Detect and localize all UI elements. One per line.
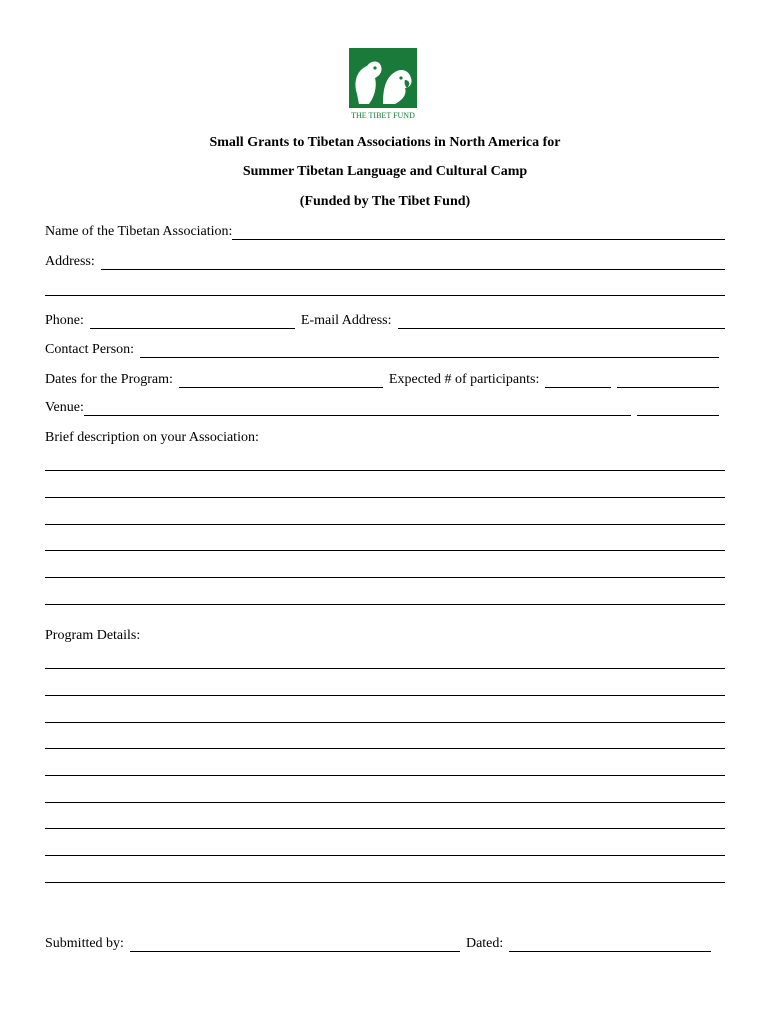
phone-email-row — [45, 311, 725, 329]
venue-field[interactable] — [84, 401, 631, 416]
email-field[interactable] — [398, 314, 726, 329]
logo-text: THE TIBET FUND — [351, 111, 415, 120]
description-line[interactable] — [45, 470, 725, 471]
association-row — [45, 222, 725, 240]
venue-extra-field[interactable] — [637, 401, 719, 416]
description-line[interactable] — [45, 550, 725, 551]
header-line-1: Small Grants to Tibetan Associations in North America for — [209, 135, 561, 150]
program-line[interactable] — [45, 802, 725, 803]
description-line[interactable] — [45, 604, 725, 605]
address-field[interactable] — [101, 255, 725, 270]
dates-row — [45, 370, 719, 388]
venue-row — [45, 398, 719, 416]
participants-extra-field[interactable] — [617, 373, 719, 388]
address-label: Address: — [45, 254, 95, 269]
program-line[interactable] — [45, 695, 725, 696]
phone-field[interactable] — [90, 314, 295, 329]
venue-label: Venue: — [45, 400, 84, 415]
dated-label: Dated: — [465, 936, 504, 951]
contact-row — [45, 340, 719, 358]
contact-field[interactable] — [140, 343, 719, 358]
dated-field[interactable] — [509, 937, 711, 952]
description-line[interactable] — [45, 497, 725, 498]
association-label: Name of the Tibetan Association: — [45, 224, 233, 239]
logo-birds-icon — [349, 48, 417, 120]
program-line[interactable] — [45, 828, 725, 829]
email-label: E-mail Address: — [300, 313, 392, 328]
program-line[interactable] — [45, 722, 725, 723]
contact-label: Contact Person: — [45, 342, 135, 357]
dates-label: Dates for the Program: — [45, 372, 173, 387]
description-line[interactable] — [45, 524, 725, 525]
submitted-row — [45, 934, 711, 952]
program-line[interactable] — [45, 855, 725, 856]
description-line[interactable] — [45, 577, 725, 578]
address-field-line-2[interactable] — [45, 295, 725, 296]
association-field[interactable] — [232, 225, 725, 240]
program-label: Program Details: — [45, 628, 141, 643]
program-line[interactable] — [45, 882, 725, 883]
address-row — [45, 252, 725, 270]
submitted-label: Submitted by: — [45, 936, 124, 951]
phone-label: Phone: — [45, 313, 84, 328]
program-line[interactable] — [45, 748, 725, 749]
program-line[interactable] — [45, 668, 725, 669]
participants-field[interactable] — [545, 373, 611, 388]
dates-field[interactable] — [179, 373, 383, 388]
program-line[interactable] — [45, 775, 725, 776]
participants-label: Expected # of participants: — [388, 372, 540, 387]
description-label: Brief description on your Association: — [45, 430, 259, 445]
header-line-2: Summer Tibetan Language and Cultural Camp — [242, 164, 528, 179]
tibet-fund-logo — [349, 48, 417, 120]
submitted-field[interactable] — [130, 937, 460, 952]
header-line-3: (Funded by The Tibet Fund) — [299, 194, 471, 209]
